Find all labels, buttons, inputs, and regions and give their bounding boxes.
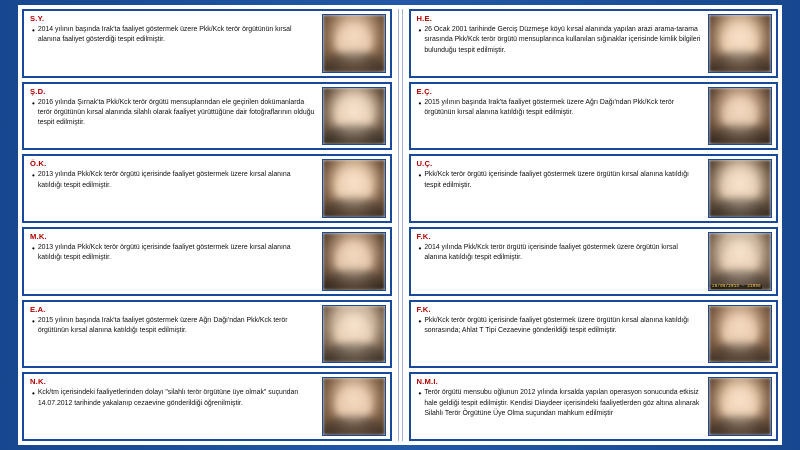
person-card-body <box>24 302 320 367</box>
face-image <box>709 233 771 290</box>
bullet-icon: • <box>418 98 422 108</box>
face-image <box>709 306 771 363</box>
portrait-photo <box>708 232 772 291</box>
face-image <box>323 306 385 363</box>
portrait-photo <box>708 159 772 218</box>
person-initials: S.Y. <box>30 14 45 23</box>
person-detail <box>417 388 702 436</box>
bullet-icon: • <box>32 171 35 181</box>
person-card-body <box>24 11 320 76</box>
person-initials: N.K. <box>30 377 46 387</box>
person-detail <box>30 98 315 146</box>
person-description: 2016 yılında Şırnak'ta Pkk/Kck terör örgütü mensuplarından ele geçirilen dokümanlarda terör örgütünün kırsal alanında silahlı olarak faaliyet yürüttüğüne dair fotoğraflarının olduğu tespit edilmiştir. <box>37 98 315 127</box>
person-description: Pkk/Kck terör örgütü içerisinde faaliyet göstermek üzere örgütün kırsal alanına katıldığı sonrasında; Ahlat T Tipi Cezaevine gönderildiği tespit edilmiştir. <box>424 316 689 334</box>
person-card-body <box>24 229 320 294</box>
person-initials: N.M.I. <box>416 377 438 387</box>
bullet-icon: • <box>418 316 422 326</box>
person-detail <box>30 316 315 364</box>
person-initials: Ş.D. <box>30 86 46 96</box>
portrait-photo <box>708 87 772 146</box>
bullet-icon: • <box>32 389 35 399</box>
person-description: Pkk/Kck terör örgütü içerisinde faaliyet göstermek üzere örgütün kırsal alanına katıldığı tespit edilmiştir. <box>424 171 689 189</box>
person-initials: F.K. <box>416 232 431 242</box>
bullet-icon: • <box>418 26 422 35</box>
bullet-icon: • <box>32 244 35 254</box>
person-card <box>22 82 392 151</box>
person-description: 2013 yılında Pkk/Kck terör örgütü içerisinde faaliyet göstermek üzere kırsal alanına katıldığı tespit edilmiştir. <box>37 171 291 189</box>
left-column <box>22 9 392 441</box>
person-detail <box>417 316 702 364</box>
person-card-body <box>411 374 707 439</box>
person-initials: H.E. <box>416 14 433 23</box>
person-description: 26 Ocak 2001 tarihinde Gerciş Düzmeşe köyü kırsal alanında yapılan arazi arama-tarama sırasında Pkk/Kck terör örgütü mensuplarınca kullanılan sığınaklar içerisinde kimlik bilgileri bulunduğu tespit edilmiştir. <box>424 26 701 54</box>
bullet-icon: • <box>418 171 422 181</box>
person-card-body <box>411 84 707 149</box>
person-card <box>22 227 392 296</box>
person-description: Terör örgütü mensubu oğlunun 2012 yılında kırsalda yapılan operasyon sonucunda etkisiz hale geldiği tespit edilmiştir. Kendisi Diaydeer içerisindeki faaliyetlerden göz altına alınarak Silahlı Terör Örgütüne Üye Olma suçundan mahkum edilmiştir <box>424 389 700 417</box>
person-card <box>22 154 392 223</box>
person-card <box>409 9 779 78</box>
portrait-photo <box>322 232 386 291</box>
person-card <box>409 227 779 296</box>
person-detail <box>417 170 702 218</box>
person-card-body <box>411 229 707 294</box>
face-image <box>709 88 771 145</box>
person-card <box>22 372 392 441</box>
person-detail <box>417 243 702 291</box>
person-description: Kck/tm içerisindeki faaliyetlerinden dolayı "silahlı terör örgütüne üye olmak" suçundan 14.07.2012 tarihinde yakalanıp cezaevine gönderildiği öğrenilmiştir. <box>37 389 299 407</box>
person-detail <box>30 25 315 73</box>
person-description: 2015 yılının başında Irak'ta faaliyet göstermek üzere Ağrı Dağı'ndan Pkk/Kck terör örgütünün kırsal alanına katıldığı tespit edilmiştir. <box>424 98 674 116</box>
portrait-photo <box>322 377 386 436</box>
person-detail <box>417 25 702 73</box>
portrait-photo <box>708 14 772 73</box>
portrait-photo <box>322 14 386 73</box>
face-image <box>709 160 771 217</box>
person-card-body <box>24 374 320 439</box>
person-initials: E.A. <box>30 304 46 314</box>
person-card <box>22 9 392 78</box>
bullet-icon: • <box>32 316 35 326</box>
person-description: 2014 yılının başında Irak'ta faaliyet göstermek üzere Pkk/Kck terör örgütünün kırsal alanına faaliyet gösterdiği tespit edilmiştir. <box>37 26 292 44</box>
person-detail <box>30 243 315 291</box>
person-card-body <box>411 302 707 367</box>
right-column <box>409 9 779 441</box>
face-image <box>323 15 385 72</box>
person-card-body <box>24 84 320 149</box>
person-initials: M.K. <box>30 232 47 242</box>
person-card <box>409 372 779 441</box>
person-initials: U.Ç. <box>416 159 433 169</box>
portrait-photo <box>322 305 386 364</box>
bullet-icon: • <box>32 98 35 108</box>
person-description: 2015 yılının başında Irak'ta faaliyet göstermek üzere Ağrı Dağı'ndan Pkk/Kck terör örgütünün kırsal alanına katıldığı tespit edilmiştir. <box>37 316 288 334</box>
photo-timestamp: 28/06/2014 - 23096 <box>712 284 761 289</box>
portrait-photo <box>322 159 386 218</box>
person-card <box>409 82 779 151</box>
face-image <box>709 15 771 72</box>
person-detail <box>30 388 315 436</box>
person-initials: Ö.K. <box>30 159 47 169</box>
face-image <box>709 378 771 435</box>
portrait-photo <box>708 305 772 364</box>
column-divider <box>398 9 403 441</box>
face-image <box>323 233 385 290</box>
person-initials: E.Ç. <box>416 86 433 96</box>
face-image <box>323 378 385 435</box>
face-image <box>323 88 385 145</box>
person-card-body <box>411 156 707 221</box>
bullet-icon: • <box>418 244 422 254</box>
person-card-body <box>24 156 320 221</box>
person-description: 2013 yılında Pkk/Kck terör örgütü içerisinde faaliyet göstermek üzere kırsal alanına katıldığı tespit edilmiştir. <box>37 244 291 262</box>
bullet-icon: • <box>418 389 422 399</box>
person-card-body <box>411 11 707 76</box>
person-card <box>409 300 779 369</box>
person-detail <box>417 98 702 146</box>
portrait-photo <box>708 377 772 436</box>
person-initials: F.K. <box>416 304 431 314</box>
person-detail <box>30 170 315 218</box>
face-image <box>323 160 385 217</box>
person-description: 2014 yılında Pkk/Kck terör örgütü içerisinde faaliyet göstermek üzere örgütün kırsal alanına katıldığı tespit edilmiştir. <box>424 244 678 262</box>
person-card <box>409 154 779 223</box>
person-card <box>22 300 392 369</box>
report-sheet <box>18 5 782 445</box>
bullet-icon: • <box>32 26 35 35</box>
portrait-photo <box>322 87 386 146</box>
